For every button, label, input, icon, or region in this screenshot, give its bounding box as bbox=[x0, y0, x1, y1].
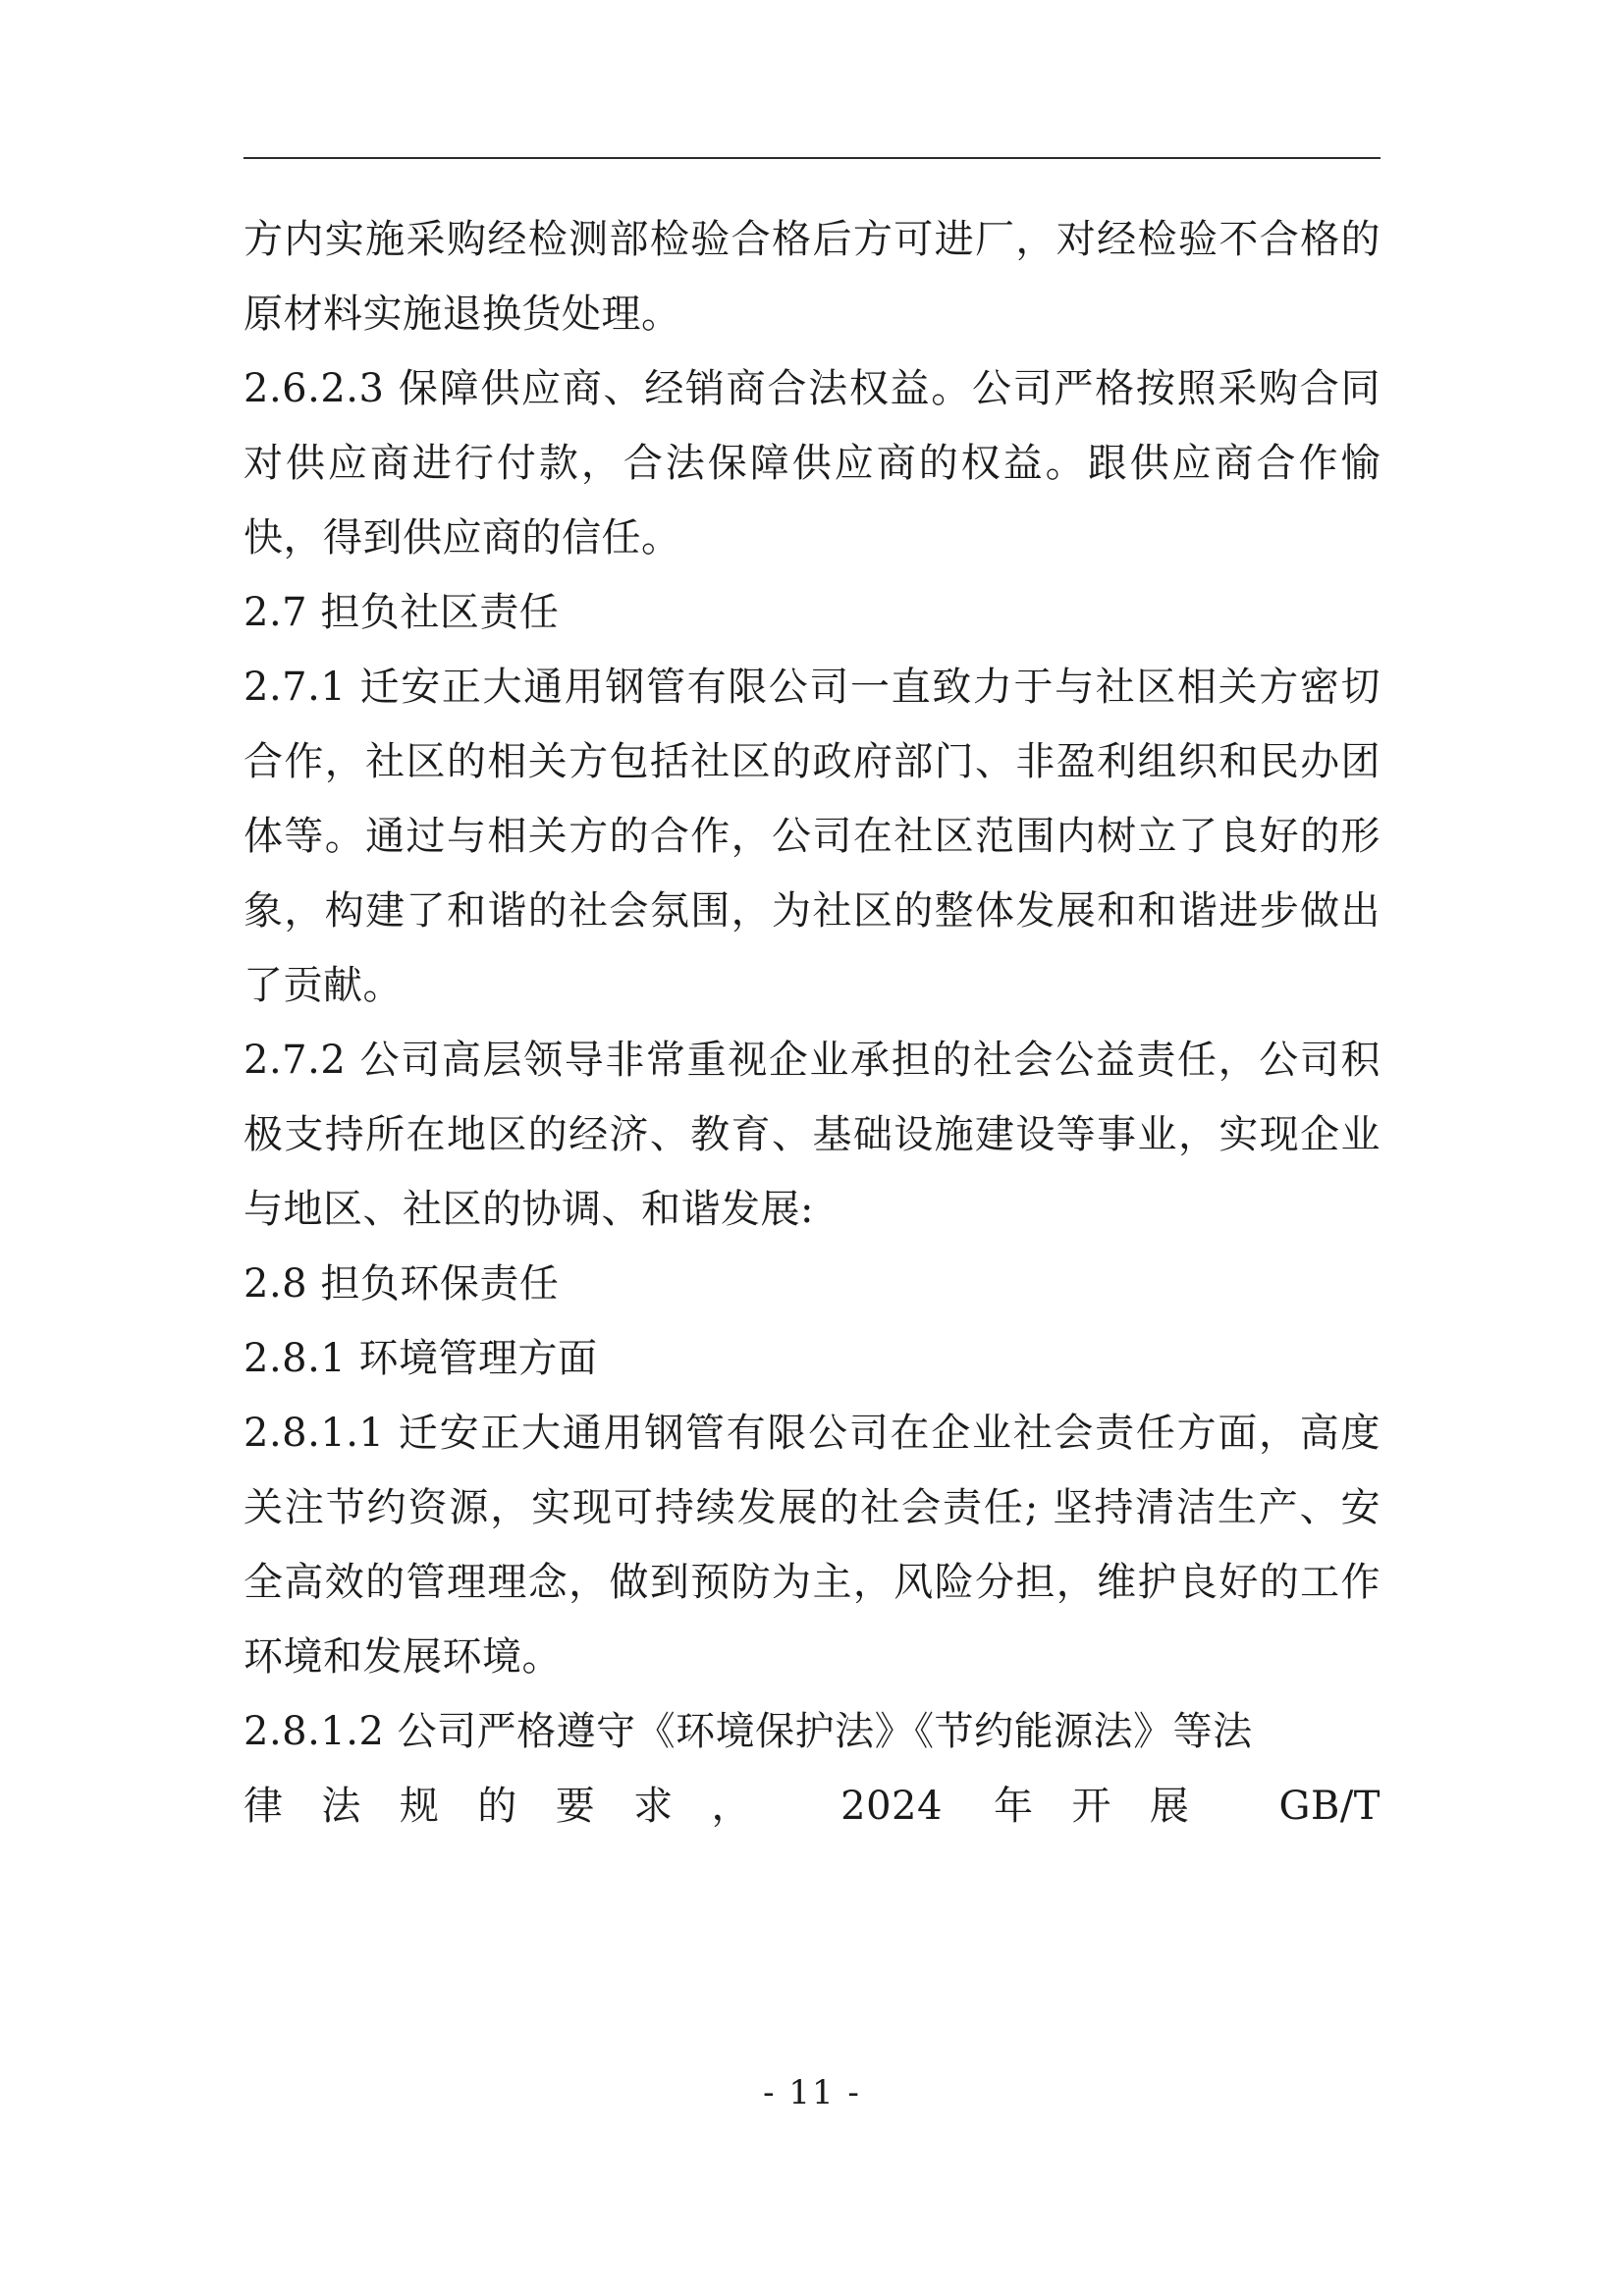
page-number: - 11 - bbox=[763, 2073, 861, 2112]
paragraph-2-8-1-2: 2.8.1.2 公司严格遵守《环境保护法》《节约能源法》等法 bbox=[244, 1709, 1253, 1754]
page-content bbox=[244, 157, 1380, 1843]
paragraph-2-7-1: 2.7.1 迁安正大通用钢管有限公司一直致力于与社区相关方密切合作，社区的相关方包括社区的政府部门、非盈利组织和民办团体等。通过与相关方的合作，公司在社区范围内树立了良好的形象，构建了和谐的社会氛围，为社区的整体发展和和谐进步做出了贡献。 bbox=[244, 665, 1380, 1008]
heading-2-8-1: 2.8.1 环境管理方面 bbox=[244, 1336, 598, 1381]
header-divider bbox=[244, 157, 1380, 159]
paragraph-2-6-2-3: 2.6.2.3 保障供应商、经销商合法权益。公司严格按照采购合同对供应商进行付款，合法保障供应商的权益。跟供应商合作愉快，得到供应商的信任。 bbox=[244, 366, 1380, 561]
heading-2-7: 2.7 担负社区责任 bbox=[244, 590, 560, 635]
paragraph-continuation: 方内实施采购经检测部检验合格后方可进厂，对经检验不合格的原材料实施退换货处理。 bbox=[244, 217, 1380, 337]
paragraph-2-8-1-1: 2.8.1.1 迁安正大通用钢管有限公司在企业社会责任方面，高度关注节约资源，实现可持续发展的社会责任; 坚持清洁生产、安全高效的管理理念，做到预防为主，风险分担，维护良好的工作环境和发展环境。 bbox=[244, 1411, 1380, 1680]
paragraph-2-7-2: 2.7.2 公司高层领导非常重视企业承担的社会公益责任，公司积极支持所在地区的经济、教育、基础设施建设等事业，实现企业与地区、社区的协调、和谐发展: bbox=[244, 1038, 1380, 1232]
paragraph-2-8-1-2-continued: 律法规的要求， 2024 年开展 GB/T bbox=[244, 1784, 1380, 1829]
heading-2-8: 2.8 担负环保责任 bbox=[244, 1261, 560, 1307]
